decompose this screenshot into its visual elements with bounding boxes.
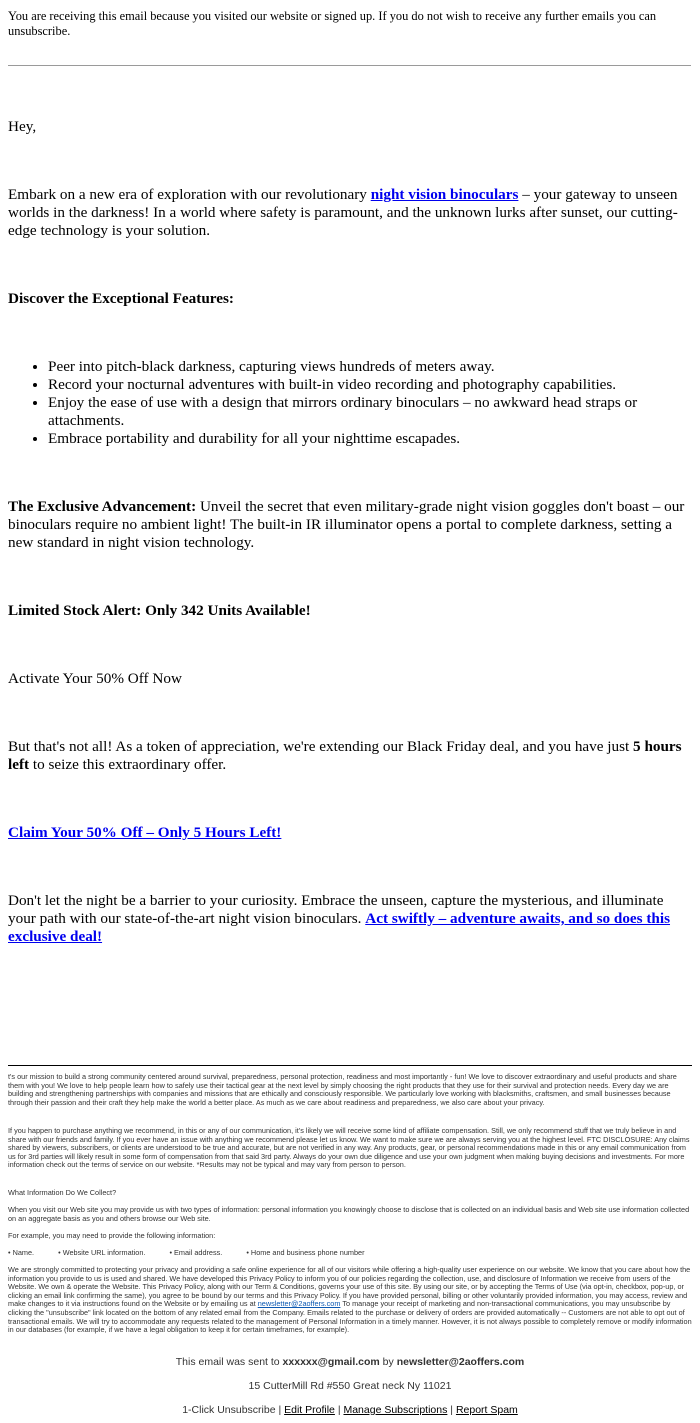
black-friday-text-after: to seize this extraordinary offer. (29, 756, 227, 773)
one-click-unsubscribe[interactable]: 1-Click Unsubscribe (182, 1404, 276, 1416)
advancement-paragraph (8, 498, 692, 552)
greeting: Hey, (8, 118, 37, 135)
privacy-policy-text (8, 1266, 692, 1335)
footer-links (0, 1404, 700, 1417)
sender-email: newsletter@2aoffers.com (396, 1356, 525, 1368)
info-example-text: For example, you may need to provide the following information: (8, 1231, 216, 1240)
separator: | (447, 1404, 456, 1416)
sent-prefix: This email was sent to (175, 1356, 283, 1368)
info-item: • Name. (8, 1248, 35, 1257)
info-items-list (8, 1249, 692, 1258)
feature-item: • Peer into pitch-black darkness, capturing views hundreds of meters away. (48, 358, 692, 376)
black-friday-text-before: But that's not all! As a token of appreciation, we're extending our Black Friday deal, and you have just (8, 738, 634, 755)
claim-offer-link[interactable]: Claim Your 50% Off – Only 5 Hours Left! (8, 824, 282, 841)
info-item: • Website URL information. (58, 1248, 146, 1257)
features-heading: Discover the Exceptional Features: (8, 290, 234, 307)
separator: | (275, 1404, 285, 1416)
privacy-text-after: To manage your receipt of marketing and non-transactional communications, you may unsubscribe by clicking the "unsubscribe" link located on the bottom of any related email from the Company. Emails related to the purchase or delivery of orders are provided automatically -- Customers are not able to opt out of transactional emails. We will try to accommodate any requests related to the management of Personal Information in a timely manner. However, it is not always possible to completely remove or modify information in our databases (for example, if we have a legal obligation to keep it for certain timeframes, for example). (8, 1299, 692, 1335)
unsubscribe-notice: You are receiving this email because you visited our website or signed up. If you do not wish to receive any further emails you can unsubscribe. (8, 9, 657, 38)
bottom-divider (8, 1065, 692, 1066)
info-item: • Email address. (169, 1248, 223, 1257)
affiliate-disclosure: If you happen to purchase anything we recommend, in this or any of our communication, it's likely we will receive some kind of affiliate compensation. Still, we only recommend stuff that we truly believe in and share with our friends and family. If you ever have an issue with anything we recommend please let us know. We want to make sure we are always serving you at the highest level. FTC DISCLOSURE: Any claims shared by viewers, subscribers, or clients are understood to be true and accurate, but are not verified in any way. Any products, gear, or personal recommendations made in this or any email communication from us for 3rd parties will likely result in some form of compensation from that said 3rd party. Always do your own due diligence and use your own judgment when making buying decisions and investments. For more information check out the terms of service on our website. *Results may not be typical and may vary from person to person. (8, 1126, 690, 1170)
sent-to-line (0, 1356, 700, 1369)
features-list (8, 358, 692, 448)
manage-subscriptions-link[interactable]: Manage Subscriptions (343, 1404, 448, 1416)
black-friday-paragraph (8, 738, 692, 774)
report-spam-link[interactable]: Report Spam (455, 1404, 518, 1416)
stock-alert: Limited Stock Alert: Only 342 Units Available! (8, 602, 311, 619)
intro-paragraph (8, 186, 692, 240)
intro-text-before: Embark on a new era of exploration with our revolutionary (8, 186, 371, 203)
advancement-text: Unveil the secret that even military-grade night vision goggles don't boast – our binoculars require no ambient light! The built-in IR illuminator opens a portal to complete darkness, setting a new standard in night vision technology. (8, 498, 685, 551)
feature-item: • Embrace portability and durability for all your nighttime escapades. (48, 430, 692, 448)
advancement-label: The Exclusive Advancement: (8, 498, 197, 515)
info-item: • Home and business phone number (246, 1248, 365, 1257)
night-vision-binoculars-link[interactable]: night vision binoculars (370, 186, 519, 203)
activate-offer-text: Activate Your 50% Off Now (8, 670, 182, 687)
top-divider (8, 65, 691, 66)
edit-profile-link[interactable]: Edit Profile (284, 1404, 335, 1416)
sent-by: by (379, 1356, 397, 1368)
recipient-email: xxxxxx@gmail.com (282, 1356, 380, 1368)
privacy-text-before: We are strongly committed to protecting your privacy and providing a safe online experience for all of our visitors while offering a high-quality user experience on our website. We know that you care about how the information you provide to us is used and shared. We have developed this Privacy Policy to inform you of our policies regarding the collection, use, and disclosure of Information we receive from users of the Website. We own & operate the Website. This Privacy Policy, along with our Term & Conditions, governs your use of this site. By using our site, or by accepting the Terms of Use (via opt-in, checkbox, pop-up, or clicking an email link confirming the same), you agree to be bound by our terms and this Privacy Policy. If you have provided personal, billing or other voluntarily provided information, you may access, review and make changes to it via instructions found on the Website or by emailing us at (8, 1265, 691, 1309)
info-types-text: When you visit our Web site you may provide us with two types of information: personal information you knowingly choose to disclose that is collected on an individual basis and Web site use information collected on an aggregate basis as you and others browse our Web site. (8, 1205, 690, 1223)
mailing-address: 15 CutterMill Rd #550 Great neck Ny 11021 (248, 1380, 452, 1392)
feature-item: • Record your nocturnal adventures with built-in video recording and photography capabilities. (48, 376, 692, 394)
act-swiftly-link[interactable]: Act swiftly – adventure awaits, and so does this exclusive deal! (8, 910, 671, 945)
newsletter-email-link[interactable]: newsletter@2aoffers.com (257, 1299, 341, 1309)
feature-item: • Enjoy the ease of use with a design that mirrors ordinary binoculars – no awkward head straps or attachments. (48, 394, 692, 430)
info-collect-heading: What Information Do We Collect? (8, 1188, 117, 1197)
closing-text: Don't let the night be a barrier to your curiosity. Embrace the unseen, capture the mysterious, and illuminate your path with our state-of-the-art night vision binoculars. (8, 892, 664, 927)
closing-paragraph (8, 892, 692, 946)
claim-offer-line (8, 824, 692, 842)
mission-statement: t's our mission to build a strong community centered around survival, preparedness, personal protection, readiness and most importantly - fun! We love to discover extraordinary and useful products and share them with you! We love to help people learn how to safely use their tactical gear at the next level by simply choosing the right products that they use for their survival and protection needs. Every day we are building and strengthening partnerships with companies and missions that are ethically and consciously responsible. We particularly love working with blacksmiths, craftsmen, and small businesses because through their passion and their craft they help make the world a better place. As much as we care about readiness and preparedness, we also care about your privacy. (8, 1072, 677, 1107)
hours-left: 5 hours left (8, 738, 682, 773)
intro-text-after: – your gateway to unseen worlds in the darkness! In a world where safety is paramount, and the unknown lurks after sunset, our cutting-edge technology is your solution. (8, 186, 678, 239)
separator: | (334, 1404, 344, 1416)
